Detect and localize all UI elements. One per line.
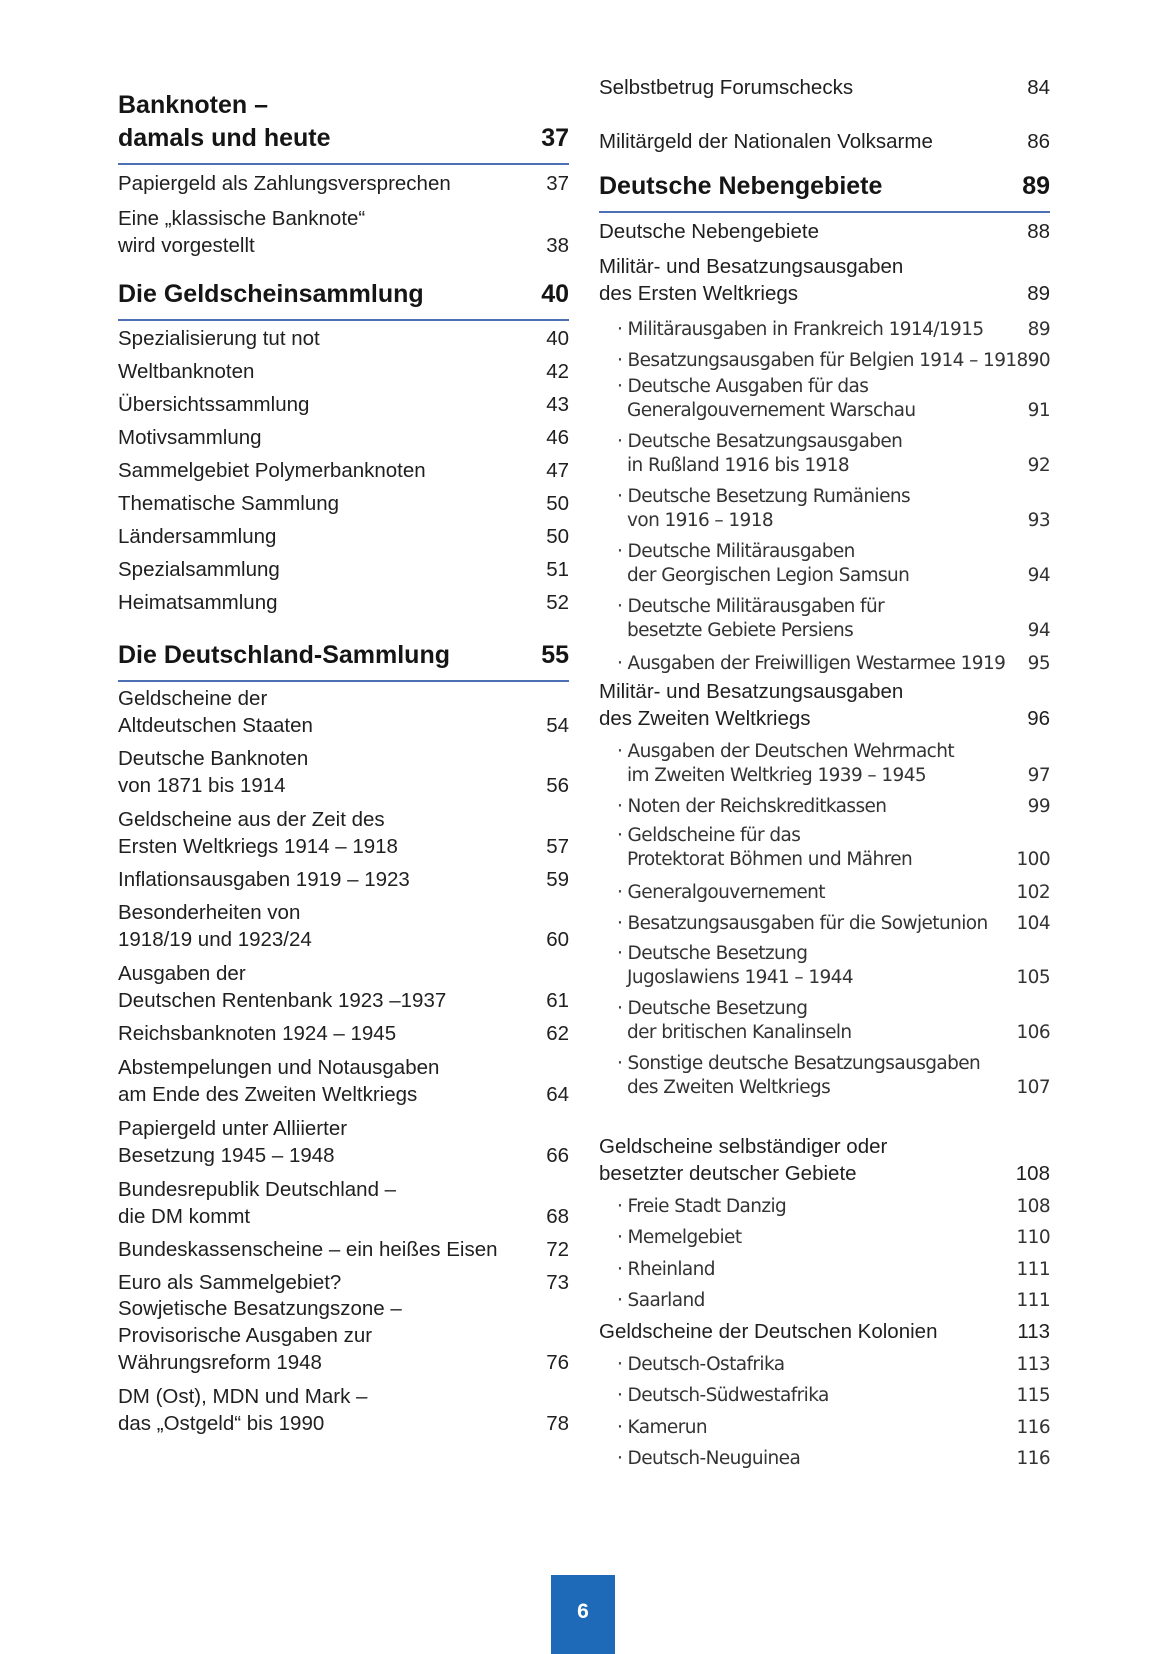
toc-subentry[interactable]: [599, 1195, 1050, 1219]
toc-subentry-title: · Deutsche Besetzung Rumäniens von 1916 – 1918: [617, 486, 911, 531]
toc-entry-title: Selbstbetrug Forumschecks: [599, 76, 854, 99]
toc-subentry-title: · Deutsch-Ostafrika: [617, 1354, 785, 1375]
toc-entry-title: Thematische Sammlung: [118, 492, 340, 515]
toc-subentry[interactable]: [599, 997, 1050, 1045]
toc-subentry-page: 100: [1016, 849, 1050, 870]
toc-subentry-page: 107: [1016, 1077, 1050, 1098]
toc-subentry-title: · Deutsch-Südwestafrika: [617, 1385, 829, 1406]
toc-subentry-title: · Ausgaben der Freiwilligen Westarmee 1919: [617, 653, 1006, 674]
toc-entry[interactable]: [118, 806, 569, 860]
toc-entry[interactable]: [118, 1295, 569, 1376]
toc-entry-title: Deutsche Nebengebiete: [599, 220, 819, 243]
toc-entry-title: Sowjetische Besatzungszone – Provisorische Ausgaben zur Währungsreform 1948: [118, 1297, 402, 1374]
toc-entry[interactable]: [118, 523, 569, 550]
toc-subentry-page: 105: [1016, 967, 1050, 988]
toc-subentry-page: 116: [1016, 1417, 1050, 1438]
toc-subentry[interactable]: [599, 540, 1050, 588]
toc-entry[interactable]: [118, 1115, 569, 1169]
toc-entry-page: 50: [546, 492, 569, 515]
toc-subentry-page: 116: [1016, 1448, 1050, 1469]
toc-entry[interactable]: [118, 1236, 569, 1263]
toc-section-heading-title: Deutsche Nebengebiete: [599, 172, 883, 200]
toc-subentry-title: · Saarland: [617, 1290, 705, 1311]
toc-subentry-title: · Deutsche Besetzung Jugoslawiens 1941 – 1944: [617, 943, 854, 988]
toc-entry-title: Geldscheine selbständiger oder besetzter deutscher Gebiete: [599, 1135, 888, 1185]
toc-entry-page: 113: [1017, 1320, 1050, 1343]
toc-subentry-title: · Ausgaben der Deutschen Wehrmacht im Zweiten Weltkrieg 1939 – 1945: [617, 741, 955, 786]
toc-entry[interactable]: [599, 1318, 1050, 1345]
toc-entry-title: Geldscheine der Deutschen Kolonien: [599, 1320, 938, 1343]
toc-entry-page: 47: [546, 459, 569, 482]
toc-entry-title: Militär- und Besatzungsausgaben des Ersten Weltkriegs: [599, 255, 904, 305]
toc-subentry-page: 106: [1016, 1022, 1050, 1043]
toc-entry-title: DM (Ost), MDN und Mark – das „Ostgeld“ bis 1990: [118, 1385, 368, 1435]
toc-entry[interactable]: [599, 74, 1050, 101]
toc-entry-page: 40: [546, 327, 569, 350]
toc-entry-page: 61: [546, 989, 569, 1012]
toc-entry-title: Abstempelungen und Notausgaben am Ende des Zweiten Weltkriegs: [118, 1056, 440, 1106]
toc-section-heading[interactable]: [599, 170, 1050, 203]
toc-subentry[interactable]: [599, 1384, 1050, 1408]
toc-subentry-title: · Militärausgaben in Frankreich 1914/1915: [617, 319, 984, 340]
toc-subentry-page: 89: [1027, 319, 1050, 340]
toc-entry-page: 64: [546, 1083, 569, 1106]
toc-entry-title: Heimatsammlung: [118, 591, 278, 614]
toc-entry-title: Bundesrepublik Deutschland – die DM kommt: [118, 1178, 397, 1228]
toc-subentry-title: · Memelgebiet: [617, 1227, 742, 1248]
toc-entry[interactable]: [118, 325, 569, 352]
toc-section-heading[interactable]: [118, 278, 569, 311]
toc-subentry-page: 91: [1027, 400, 1050, 421]
toc-subentry[interactable]: [599, 485, 1050, 533]
toc-entry-title: Inflationsausgaben 1919 – 1923: [118, 868, 410, 891]
toc-section-heading-page: 40: [541, 280, 569, 308]
toc-entry-title: Übersichtssammlung: [118, 393, 310, 416]
toc-subentry-page: 102: [1016, 882, 1050, 903]
toc-subentry-page: 110: [1016, 1227, 1050, 1248]
toc-entry-title: Besonderheiten von 1918/19 und 1923/24: [118, 901, 312, 951]
toc-entry[interactable]: [118, 960, 569, 1014]
toc-subentry[interactable]: [599, 1258, 1050, 1282]
toc-subentry-title: · Deutsche Besatzungsausgaben in Rußland 1916 bis 1918: [617, 431, 903, 476]
toc-entry-title: Militärgeld der Nationalen Volksarme: [599, 130, 933, 153]
toc-entry-title: Eine „klassische Banknote“ wird vorgestellt: [118, 207, 366, 257]
toc-subentry-page: 92: [1027, 455, 1050, 476]
toc-entry[interactable]: [118, 358, 569, 385]
toc-entry[interactable]: [118, 1269, 569, 1296]
toc-subentry-title: · Kamerun: [617, 1417, 707, 1438]
toc-entry-page: 60: [546, 928, 569, 951]
toc-section-heading-title: Die Deutschland-Sammlung: [118, 641, 450, 669]
toc-entry[interactable]: [118, 899, 569, 953]
toc-entry-page: 73: [546, 1271, 569, 1294]
toc-subentry-title: · Generalgouvernement: [617, 882, 825, 903]
toc-entry-page: 86: [1027, 130, 1050, 153]
toc-subentry-page: 113: [1016, 1354, 1050, 1375]
toc-entry-title: Geldscheine der Altdeutschen Staaten: [118, 687, 313, 737]
toc-entry-title: Euro als Sammelgebiet?: [118, 1271, 342, 1294]
toc-entry-page: 57: [546, 835, 569, 858]
toc-entry[interactable]: [118, 1176, 569, 1230]
toc-entry[interactable]: [118, 457, 569, 484]
toc-section-heading-title: Banknoten – damals und heute: [118, 91, 331, 152]
toc-entry[interactable]: [599, 128, 1050, 155]
toc-subentry-title: · Deutsch-Neuguinea: [617, 1448, 801, 1469]
toc-entry-title: Reichsbanknoten 1924 – 1945: [118, 1022, 397, 1045]
toc-subentry-title: · Deutsche Militärausgaben der Georgischen Legion Samsun: [617, 541, 910, 586]
toc-entry-page: 88: [1027, 220, 1050, 243]
toc-entry[interactable]: [118, 490, 569, 517]
toc-entry-page: 84: [1027, 76, 1050, 99]
toc-subentry[interactable]: [599, 795, 1050, 819]
toc-entry-page: 89: [1027, 282, 1050, 305]
toc-entry-page: 38: [546, 234, 569, 257]
toc-entry[interactable]: [118, 205, 569, 259]
toc-subentry[interactable]: [599, 652, 1050, 676]
toc-entry-page: 52: [546, 591, 569, 614]
toc-subentry[interactable]: [599, 1052, 1050, 1100]
toc-subentry-title: · Deutsche Besetzung der britischen Kanalinseln: [617, 998, 852, 1043]
toc-subentry-page: 99: [1027, 796, 1050, 817]
toc-section-heading[interactable]: [118, 639, 569, 672]
toc-subentry-page: 108: [1016, 1196, 1050, 1217]
toc-section-heading-title: Die Geldscheinsammlung: [118, 280, 424, 308]
toc-entry[interactable]: [118, 589, 569, 616]
toc-entry-title: Geldscheine aus der Zeit des Ersten Weltkriegs 1914 – 1918: [118, 808, 398, 858]
toc-subentry-page: 97: [1027, 765, 1050, 786]
toc-entry-page: 72: [546, 1238, 569, 1261]
toc-entry-page: 66: [546, 1144, 569, 1167]
toc-entry[interactable]: [118, 556, 569, 583]
toc-subentry-page: 104: [1016, 913, 1050, 934]
toc-entry-page: 62: [546, 1022, 569, 1045]
toc-entry[interactable]: [599, 218, 1050, 245]
toc-subentry-page: 115: [1016, 1385, 1050, 1406]
toc-subentry[interactable]: [599, 430, 1050, 478]
page-number: 6: [577, 1600, 589, 1623]
toc-entry[interactable]: [599, 1133, 1050, 1187]
toc-subentry-title: · Rheinland: [617, 1259, 715, 1280]
toc-subentry[interactable]: [599, 1353, 1050, 1377]
toc-subentry[interactable]: [599, 1226, 1050, 1250]
toc-entry[interactable]: [599, 678, 1050, 732]
toc-section-heading-page: 55: [541, 641, 569, 669]
toc-entry-page: 54: [546, 714, 569, 737]
toc-entry[interactable]: [118, 866, 569, 893]
page-number-box: [551, 1575, 615, 1654]
toc-entry-page: 37: [546, 172, 569, 195]
toc-entry-title: Spezialsammlung: [118, 558, 280, 581]
toc-entry-page: 56: [546, 774, 569, 797]
toc-subentry[interactable]: [599, 318, 1050, 342]
toc-entry-title: Motivsammlung: [118, 426, 262, 449]
toc-subentry[interactable]: [599, 824, 1050, 872]
toc-subentry[interactable]: [599, 349, 1050, 373]
toc-entry-title: Spezialisierung tut not: [118, 327, 320, 350]
toc-entry-page: 68: [546, 1205, 569, 1228]
toc-subentry-page: 94: [1027, 565, 1050, 586]
toc-entry-title: Deutsche Banknoten von 1871 bis 1914: [118, 747, 309, 797]
toc-entry-title: Ländersammlung: [118, 525, 277, 548]
toc-entry-page: 43: [546, 393, 569, 416]
toc-subentry[interactable]: [599, 912, 1050, 936]
toc-subentry-title: · Besatzungsausgaben für die Sowjetunion: [617, 913, 988, 934]
toc-subentry-title: · Deutsche Ausgaben für das Generalgouvernement Warschau: [617, 376, 916, 421]
toc-entry[interactable]: [118, 170, 569, 197]
toc-subentry-title: · Freie Stadt Danzig: [617, 1196, 787, 1217]
toc-entry-page: 96: [1027, 707, 1050, 730]
toc-subentry-page: 95: [1027, 653, 1050, 674]
toc-subentry-title: · Noten der Reichskreditkassen: [617, 796, 887, 817]
toc-subentry[interactable]: [599, 1289, 1050, 1313]
toc-entry-title: Bundeskassenscheine – ein heißes Eisen: [118, 1238, 498, 1261]
toc-entry-title: Ausgaben der Deutschen Rentenbank 1923 –1937: [118, 962, 447, 1012]
toc-subentry-page: 93: [1027, 510, 1050, 531]
toc-entry[interactable]: [599, 253, 1050, 307]
toc-subentry[interactable]: [599, 1416, 1050, 1440]
toc-subentry-title: · Sonstige deutsche Besatzungsausgaben des Zweiten Weltkriegs: [617, 1053, 981, 1098]
toc-section-heading-page: 37: [541, 124, 569, 152]
toc-entry[interactable]: [118, 391, 569, 418]
toc-entry-title: Papiergeld unter Alliierter Besetzung 1945 – 1948: [118, 1117, 348, 1167]
toc-entry[interactable]: [118, 1020, 569, 1047]
toc-entry-page: 59: [546, 868, 569, 891]
toc-subentry-page: 111: [1016, 1259, 1050, 1280]
toc-subentry[interactable]: [599, 1447, 1050, 1471]
toc-subentry-title: · Besatzungsausgaben für Belgien 1914 – 1918: [617, 350, 1028, 371]
toc-entry-title: Sammelgebiet Polymerbanknoten: [118, 459, 426, 482]
toc-entry[interactable]: [118, 424, 569, 451]
toc-entry-title: Weltbanknoten: [118, 360, 255, 383]
toc-section-heading-page: 89: [1022, 172, 1050, 200]
toc-entry-page: 78: [546, 1412, 569, 1435]
toc-entry-page: 76: [546, 1351, 569, 1374]
toc-entry-title: Papiergeld als Zahlungsversprechen: [118, 172, 451, 195]
toc-subentry-title: · Geldscheine für das Protektorat Böhmen und Mähren: [617, 825, 913, 870]
toc-subentry[interactable]: [599, 881, 1050, 905]
toc-subentry[interactable]: [599, 942, 1050, 990]
toc-section-heading[interactable]: [118, 89, 569, 155]
toc-subentry-title: · Deutsche Militärausgaben für besetzte Gebiete Persiens: [617, 596, 885, 641]
toc-subentry[interactable]: [599, 595, 1050, 643]
toc-entry[interactable]: [118, 1383, 569, 1437]
toc-subentry-page: 111: [1016, 1290, 1050, 1311]
toc-subentry-page: 90: [1027, 350, 1050, 371]
toc-entry-page: 42: [546, 360, 569, 383]
toc-entry[interactable]: [118, 745, 569, 799]
toc-subentry[interactable]: [599, 740, 1050, 788]
toc-entry-page: 51: [546, 558, 569, 581]
toc-subentry[interactable]: [599, 375, 1050, 423]
toc-subentry-page: 94: [1027, 620, 1050, 641]
toc-entry[interactable]: [118, 685, 569, 739]
toc-entry[interactable]: [118, 1054, 569, 1108]
toc-entry-page: 46: [546, 426, 569, 449]
toc-entry-page: 50: [546, 525, 569, 548]
toc-entry-page: 108: [1015, 1162, 1050, 1185]
toc-entry-title: Militär- und Besatzungsausgaben des Zweiten Weltkriegs: [599, 680, 904, 730]
